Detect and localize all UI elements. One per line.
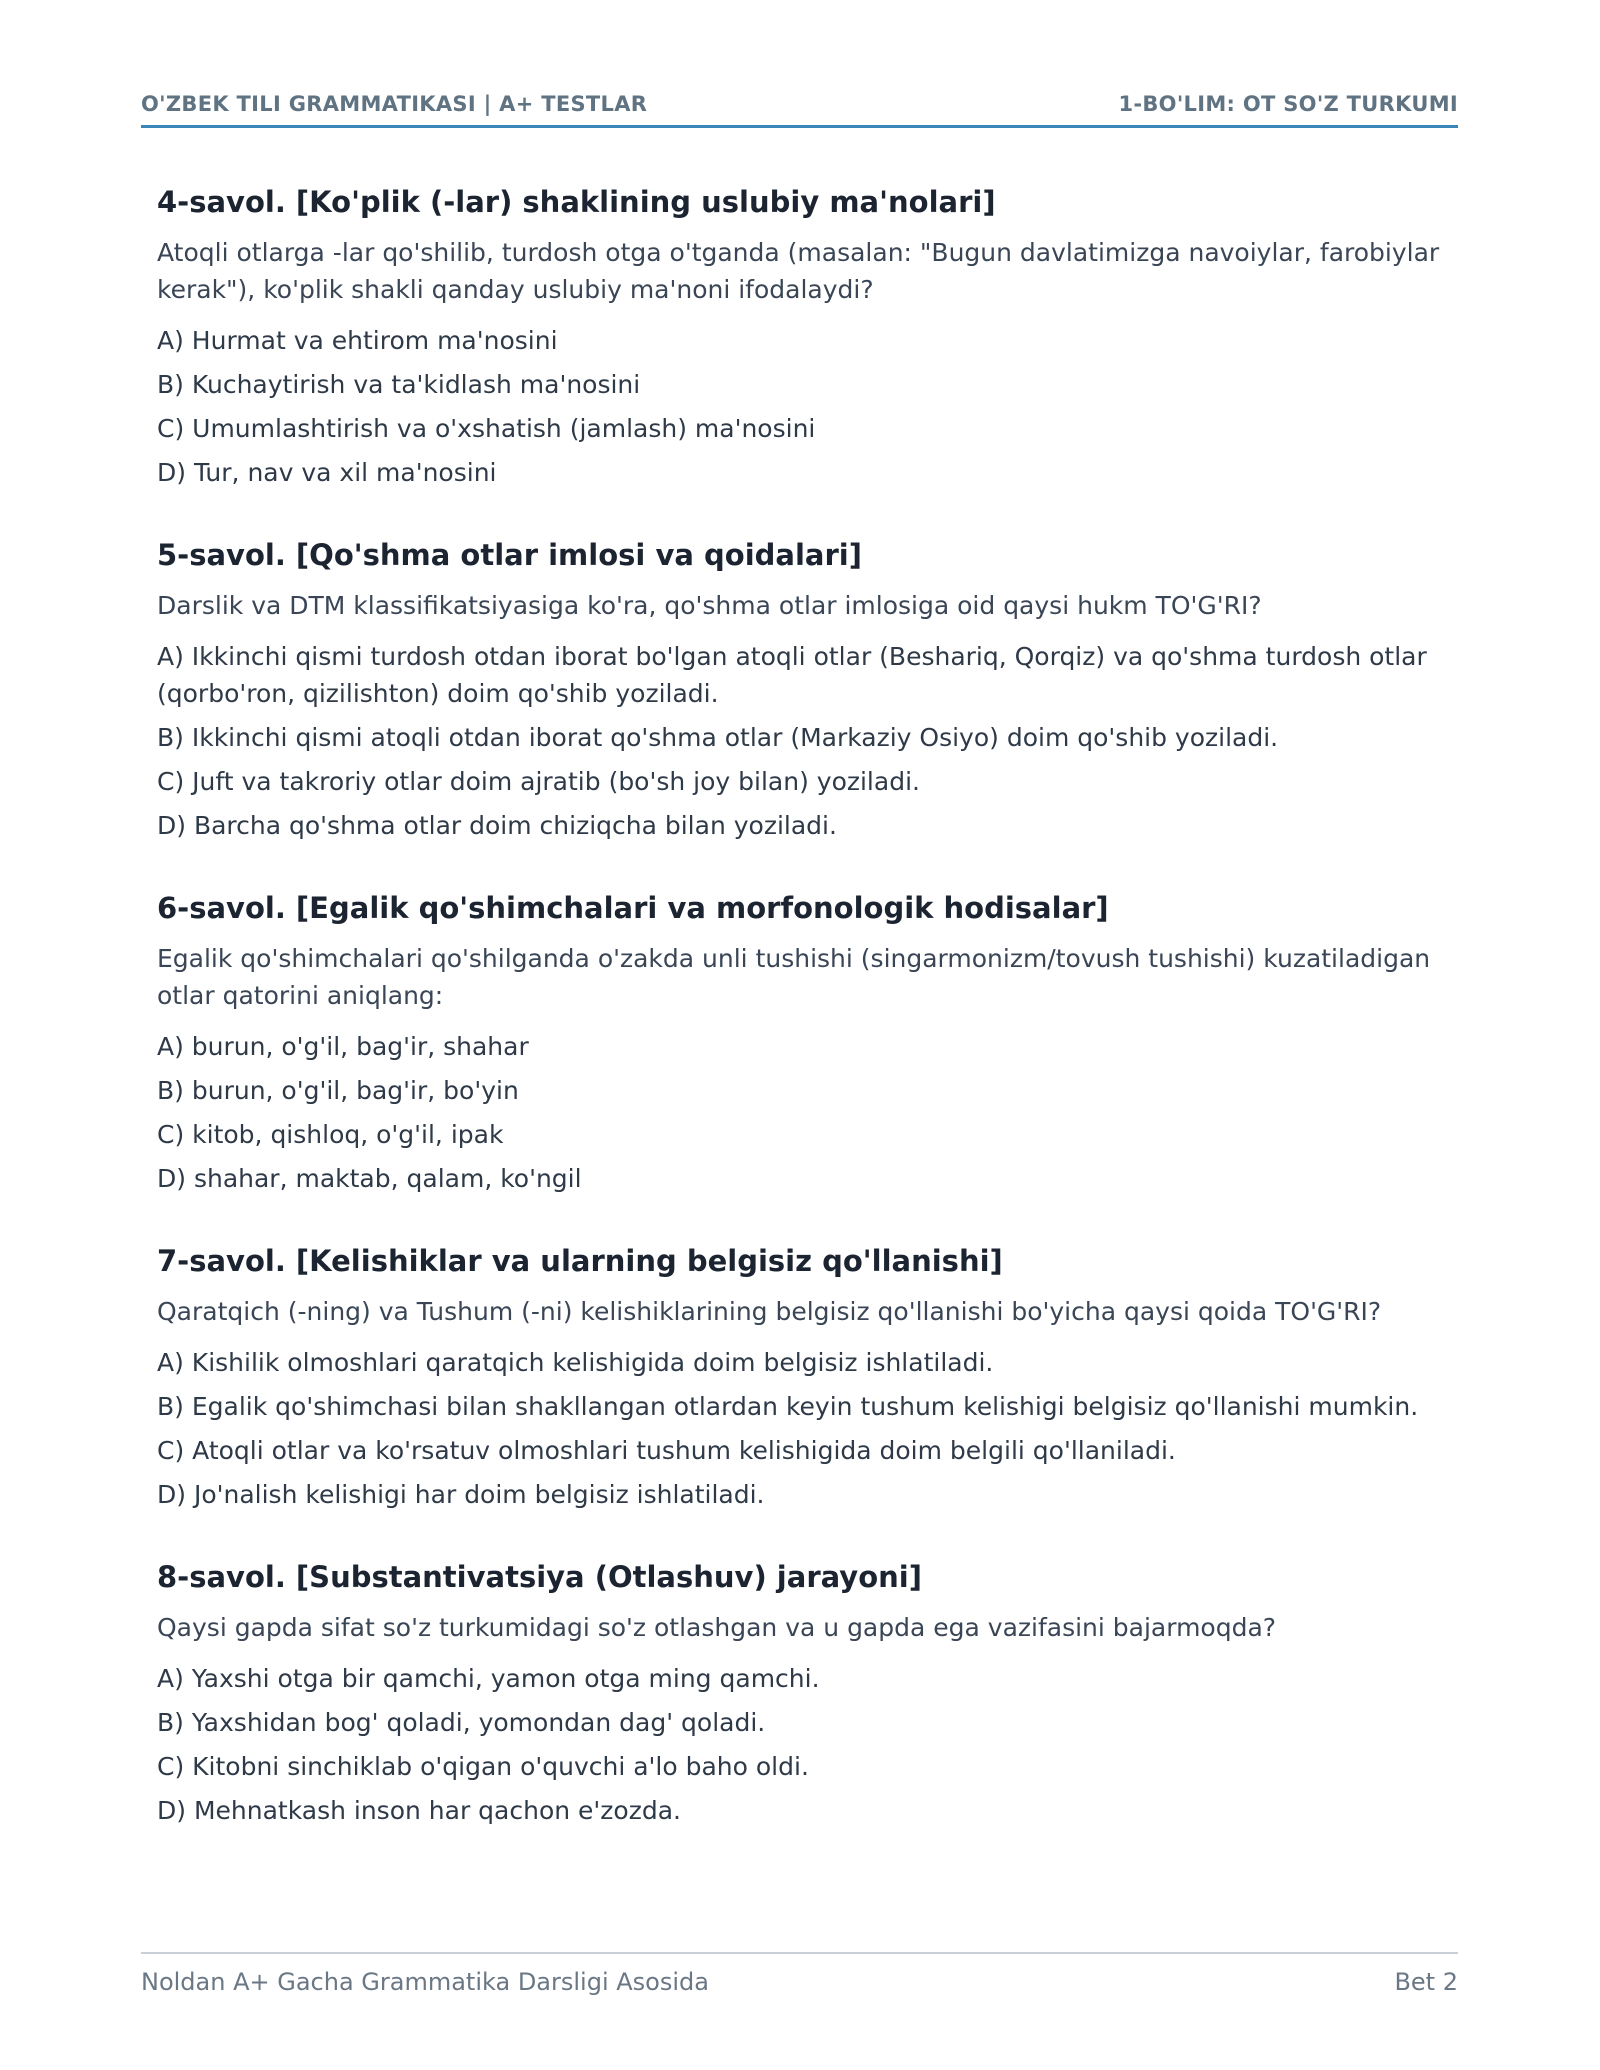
question-title: 7-savol. [Kelishiklar va ularning belgisiz qo'llanishi] xyxy=(157,1244,1003,1278)
question-title: 8-savol. [Substantivatsiya (Otlashuv) jarayoni] xyxy=(157,1560,922,1594)
answer-option-a: A) burun, o'g'il, bag'ir, shahar xyxy=(157,1032,529,1061)
question-text: Egalik qo'shimchalari qo'shilganda o'zakda unli tushishi (singarmonizm/tovush tushishi) kuzatiladigan otlar qatorini aniqlang: xyxy=(157,944,1431,1010)
question-text: Atoqli otlarga -lar qo'shilib, turdosh otga o'tganda (masalan: "Bugun davlatimizga navoiylar, farobiylar kerak"), ko'plik shakli qanday uslubiy ma'noni ifodalaydi? xyxy=(157,238,1440,304)
answer-option-b: B) Ikkinchi qismi atoqli otdan iborat qo'shma otlar (Markaziy Osiyo) doim qo'shib yoziladi. xyxy=(157,723,1279,752)
question-title: 4-savol. [Ko'plik (-lar) shaklining uslubiy ma'nolari] xyxy=(157,185,996,219)
footer-source: Noldan A+ Gacha Grammatika Darsligi Asosida xyxy=(141,1968,709,1996)
answer-option-b: B) Yaxshidan bog' qoladi, yomondan dag' qoladi. xyxy=(157,1708,766,1737)
question-8 xyxy=(157,1555,1457,1829)
answer-option-b: B) Kuchaytirish va ta'kidlash ma'nosini xyxy=(157,370,641,399)
answer-option-a: A) Kishilik olmoshlari qaratqich kelishigida doim belgisiz ishlatiladi. xyxy=(157,1348,994,1377)
answer-option-c: C) kitob, qishloq, o'g'il, ipak xyxy=(157,1120,504,1149)
answer-option-c: C) Umumlashtirish va o'xshatish (jamlash) ma'nosini xyxy=(157,414,816,443)
answer-option-a: A) Hurmat va ehtirom ma'nosini xyxy=(157,326,558,355)
questions-list xyxy=(157,180,1457,1871)
question-text: Qaysi gapda sifat so'z turkumidagi so'z otlashgan va u gapda ega vazifasini bajarmoqda? xyxy=(157,1613,1277,1642)
question-title: 5-savol. [Qo'shma otlar imlosi va qoidalari] xyxy=(157,538,862,572)
question-title: 6-savol. [Egalik qo'shimchalari va morfonologik hodisalar] xyxy=(157,891,1109,925)
answer-option-c: C) Atoqli otlar va ko'rsatuv olmoshlari tushum kelishigida doim belgili qo'llaniladi. xyxy=(157,1436,1176,1465)
answer-option-d: D) shahar, maktab, qalam, ko'ngil xyxy=(157,1164,582,1193)
answer-option-d: D) Barcha qo'shma otlar doim chiziqcha bilan yoziladi. xyxy=(157,811,837,840)
question-5 xyxy=(157,533,1457,844)
question-6 xyxy=(157,886,1457,1197)
answer-option-d: D) Tur, nav va xil ma'nosini xyxy=(157,458,497,487)
answer-option-c: C) Kitobni sinchiklab o'qigan o'quvchi a'lo baho oldi. xyxy=(157,1752,809,1781)
answer-option-c: C) Juft va takroriy otlar doim ajratib (bo'sh joy bilan) yoziladi. xyxy=(157,767,920,796)
header-section: 1-BO'LIM: OT SO'Z TURKUMI xyxy=(1118,92,1458,116)
answer-option-d: D) Mehnatkash inson har qachon e'zozda. xyxy=(157,1796,681,1825)
page-header xyxy=(141,88,1458,128)
question-text: Darslik va DTM klassifikatsiyasiga ko'ra, qo'shma otlar imlosiga oid qaysi hukm TO'G'RI? xyxy=(157,591,1262,620)
answer-option-b: B) burun, o'g'il, bag'ir, bo'yin xyxy=(157,1076,519,1105)
answer-option-b: B) Egalik qo'shimchasi bilan shakllangan otlardan keyin tushum kelishigi belgisiz qo'llanishi mumkin. xyxy=(157,1392,1419,1421)
page-number: Bet 2 xyxy=(1394,1968,1458,1996)
question-text: Qaratqich (-ning) va Tushum (-ni) kelishiklarining belgisiz qo'llanishi bo'yicha qaysi qoida TO'G'RI? xyxy=(157,1297,1382,1326)
question-7 xyxy=(157,1239,1457,1513)
question-4 xyxy=(157,180,1457,491)
answer-option-a: A) Yaxshi otga bir qamchi, yamon otga ming qamchi. xyxy=(157,1664,820,1693)
answer-option-a: A) Ikkinchi qismi turdosh otdan iborat bo'lgan atoqli otlar (Beshariq, Qorqiz) va qo'shma turdosh otlar (qorbo'ron, qizilishton) doim qo'shib yoziladi. xyxy=(157,642,1427,708)
answer-option-d: D) Jo'nalish kelishigi har doim belgisiz ishlatiladi. xyxy=(157,1480,765,1509)
page-footer xyxy=(141,1952,1458,2002)
header-title: O'ZBEK TILI GRAMMATIKASI | A+ TESTLAR xyxy=(141,92,648,116)
